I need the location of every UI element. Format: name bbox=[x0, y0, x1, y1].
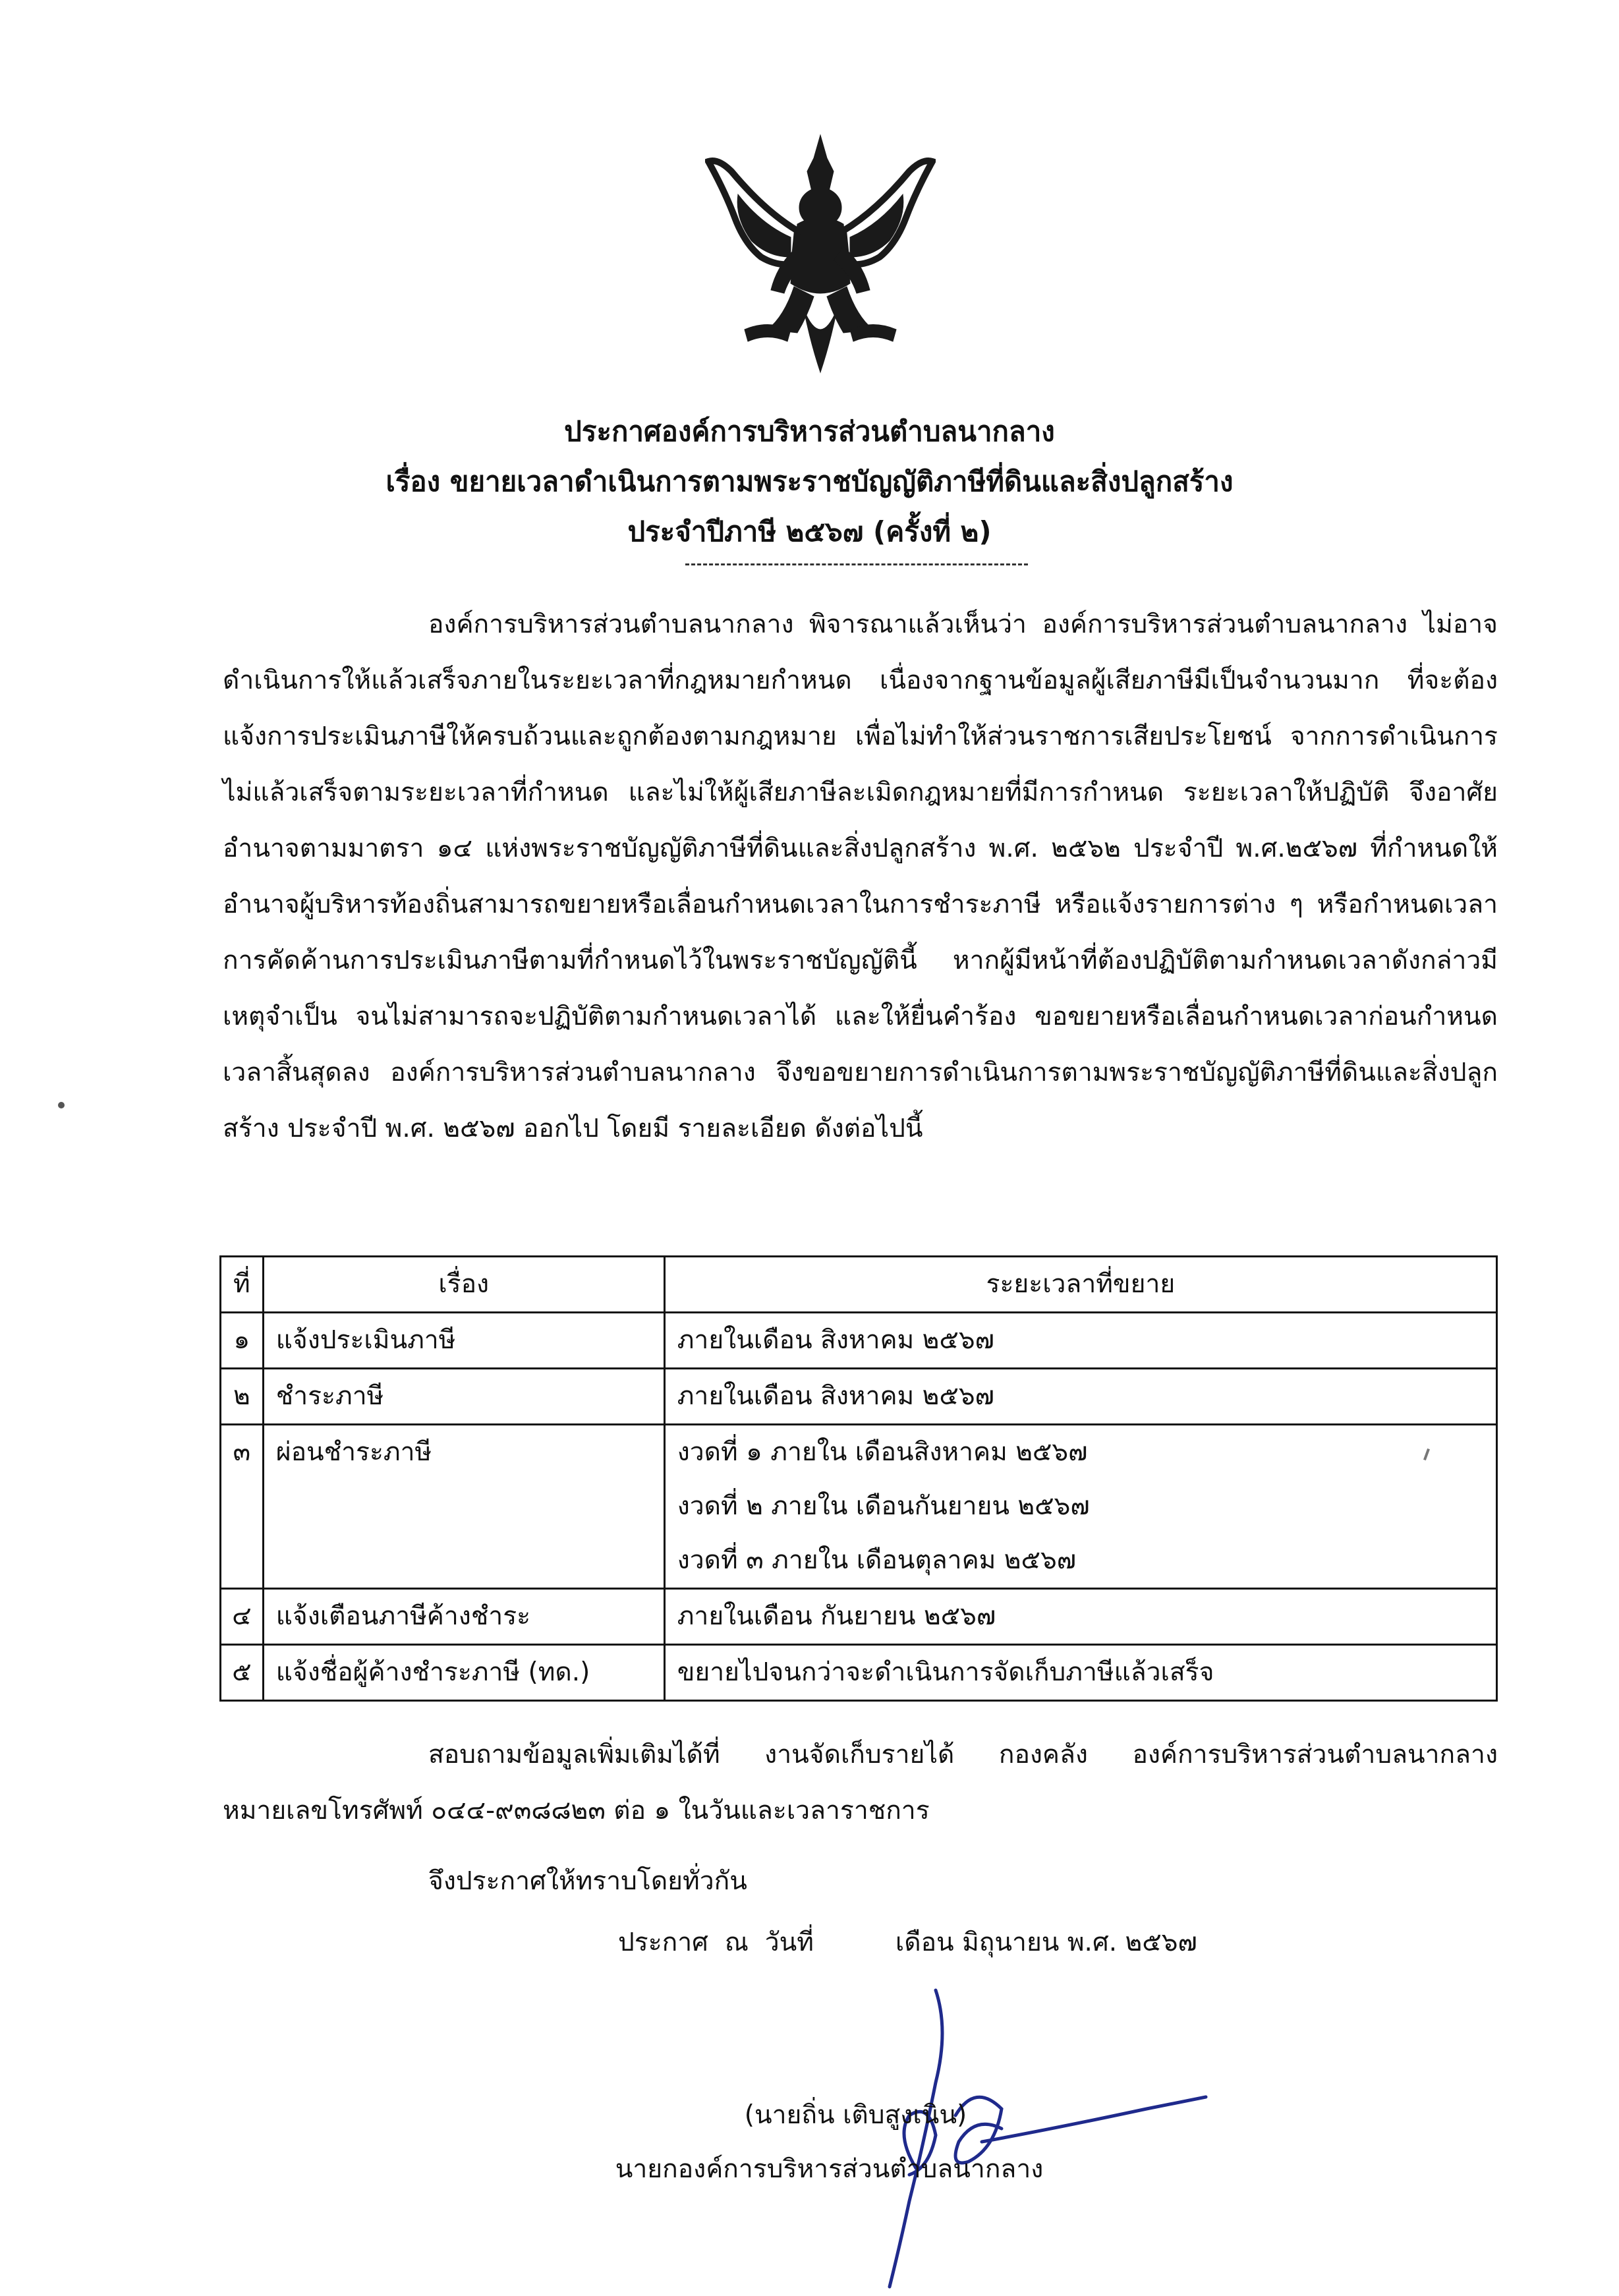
period-line: ภายในเดือน สิงหาคม ๒๕๖๗ bbox=[677, 1325, 994, 1355]
table-row bbox=[221, 1645, 1497, 1701]
period-line: งวดที่ ๓ ภายใน เดือนตุลาคม ๒๕๖๗ bbox=[677, 1545, 1077, 1575]
row-subject: แจ้งเตือนภาษีค้างชำระ bbox=[263, 1589, 664, 1645]
row-no: ๑ bbox=[221, 1313, 264, 1369]
contact-paragraph: สอบถามข้อมูลเพิ่มเติมได้ที่ งานจัดเก็บรายได้ กองคลัง องค์การบริหารส่วนตำบลนากลาง หมายเลขโทรศัพท์ ๐๔๔-๙๓๘๘๒๓ ต่อ ๑ ในวันและเวลาราชการ bbox=[223, 1740, 1498, 1825]
row-period bbox=[664, 1425, 1496, 1589]
announcement-title: ประกาศองค์การบริหารส่วนตำบลนากลาง bbox=[564, 415, 1055, 447]
period-line: ขยายไปจนกว่าจะดำเนินการจัดเก็บภาษีแล้วเสร็จ bbox=[677, 1657, 1214, 1687]
announcement-tax-year: ประจำปีภาษี ๒๕๖๗ (ครั้งที่ ๒) bbox=[627, 515, 992, 548]
period-line: ภายในเดือน สิงหาคม ๒๕๖๗ bbox=[677, 1381, 994, 1411]
contact-section bbox=[223, 1727, 1498, 1839]
body-paragraph: องค์การบริหารส่วนตำบลนากลาง พิจารณาแล้วเห็นว่า องค์การบริหารส่วนตำบลนากลาง ไม่อาจดำเนินการให้แล้วเสร็จภายในระยะเวลาที่กฎหมายกำหนด เนื่องจากฐานข้อมูลผู้เสียภาษีมีเป็นจำนวนมาก ที่จะต้องแจ้งการประเมินภาษีให้ครบถ้วนและถูกต้องตามกฎหมาย เพื่อไม่ทำให้ส่วนราชการเสียประโยชน์ จากการดำเนินการไม่แล้วเสร็จตามระยะเวลาที่กำหนด และไม่ให้ผู้เสียภาษีละเมิดกฎหมายที่มีการกำหนด ระยะเวลาให้ปฏิบัติ จึงอาศัยอำนาจตามมาตรา ๑๔ แห่งพระราชบัญญัติภาษีที่ดินและสิ่งปลูกสร้าง พ.ศ. ๒๕๖๒ ประจำปี พ.ศ.๒๕๖๗ ที่กำหนดให้อำนาจผู้บริหารท้องถิ่นสามารถขยายหรือเลื่อนกำหนดเวลาในการชำระภาษี หรือแจ้งรายการต่าง ๆ หรือกำหนดเวลาการคัดค้านการประเมินภาษีตามที่กำหนดไว้ในพระราชบัญญัตินี้ หากผู้มีหน้าที่ต้องปฏิบัติตามกำหนดเวลาดังกล่าวมีเหตุจำเป็น จนไม่สามารถจะปฏิบัติตามกำหนดเวลาได้ และให้ยื่นคำร้อง ขอขยายหรือเลื่อนกำหนดเวลาก่อนกำหนดเวลาสิ้นสุดลง องค์การบริหารส่วนตำบลนากลาง จึงขอขยายการดำเนินการตามพระราชบัญญัติภาษีที่ดินและสิ่งปลูกสร้าง ประจำปี พ.ศ. ๒๕๖๗ ออกไป โดยมี รายละเอียด ดังต่อไปนี้ bbox=[223, 610, 1498, 1143]
table-header-row bbox=[221, 1257, 1497, 1313]
row-subject: ชำระภาษี bbox=[263, 1369, 664, 1425]
period-line: งวดที่ ๒ ภายใน เดือนกันยายน ๒๕๖๗ bbox=[677, 1491, 1090, 1521]
table-row bbox=[221, 1425, 1497, 1589]
header-period: ระยะเวลาที่ขยาย bbox=[664, 1257, 1496, 1313]
scan-speck bbox=[58, 1102, 65, 1108]
announce-date: ประกาศ ณ วันที่ เดือน มิถุนายน พ.ศ. ๒๕๖๗ bbox=[618, 1928, 1197, 1957]
row-subject: แจ้งประเมินภาษี bbox=[263, 1313, 664, 1369]
row-no: ๕ bbox=[221, 1645, 264, 1701]
row-period bbox=[664, 1313, 1496, 1369]
signer-name: (นายถิ่น เติบสูงเนิน) bbox=[744, 2100, 967, 2130]
body-section bbox=[223, 596, 1498, 1157]
row-no: ๔ bbox=[221, 1589, 264, 1645]
row-subject: ผ่อนชำระภาษี bbox=[263, 1425, 664, 1589]
table-row bbox=[221, 1369, 1497, 1425]
row-period bbox=[664, 1589, 1496, 1645]
header-no: ที่ bbox=[221, 1257, 264, 1313]
row-period bbox=[664, 1645, 1496, 1701]
table-row bbox=[221, 1313, 1497, 1369]
period-line: งวดที่ ๑ ภายใน เดือนสิงหาคม ๒๕๖๗ bbox=[677, 1437, 1088, 1467]
signer-title: นายกองค์การบริหารส่วนตำบลนากลาง bbox=[615, 2154, 1044, 2184]
header-subject: เรื่อง bbox=[263, 1257, 664, 1313]
row-subject: แจ้งชื่อผู้ค้างชำระภาษี (ทด.) bbox=[263, 1645, 664, 1701]
row-no: ๒ bbox=[221, 1369, 264, 1425]
table-row bbox=[221, 1589, 1497, 1645]
garuda-emblem-icon bbox=[705, 132, 936, 376]
row-period bbox=[664, 1369, 1496, 1425]
announcement-subject: เรื่อง ขยายเวลาดำเนินการตามพระราชบัญญัติภาษีที่ดินและสิ่งปลูกสร้าง bbox=[385, 465, 1234, 498]
announce-statement: จึงประกาศให้ทราบโดยทั่วกัน bbox=[428, 1866, 747, 1896]
row-no: ๓ bbox=[221, 1425, 264, 1589]
period-line: ภายในเดือน กันยายน ๒๕๖๗ bbox=[677, 1601, 996, 1631]
header-divider bbox=[685, 563, 1028, 565]
extension-schedule-table bbox=[219, 1255, 1498, 1702]
